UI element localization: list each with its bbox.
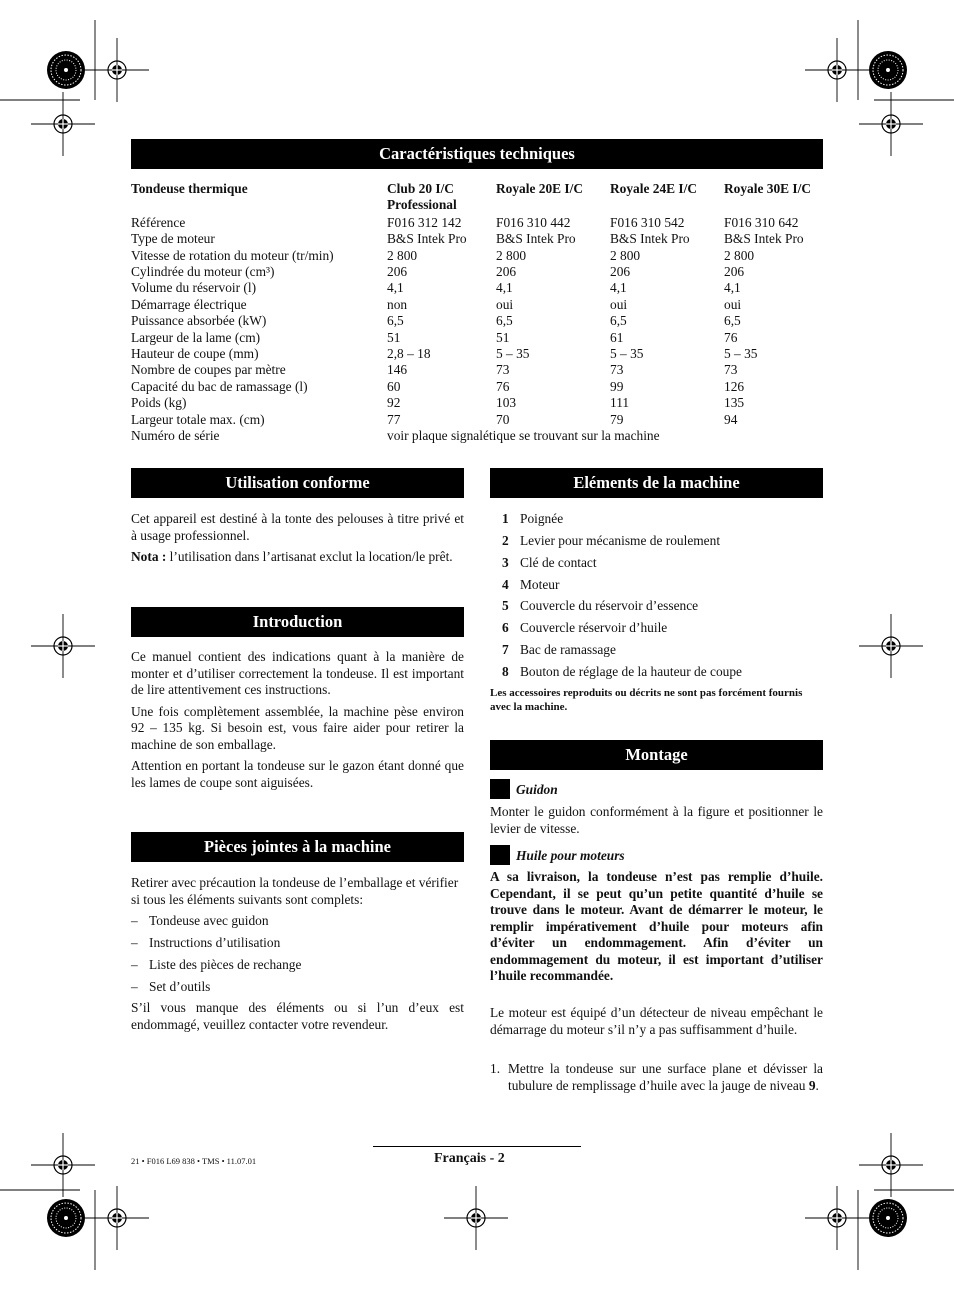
spec-value: 146 bbox=[387, 362, 408, 378]
spec-value: oui bbox=[496, 296, 514, 312]
spec-value: 6,5 bbox=[610, 313, 627, 329]
item-text: Poignée bbox=[520, 511, 564, 526]
item-text: Moteur bbox=[520, 577, 560, 592]
pieces-outro: S’il vous manque des éléments ou si l’un d’eux est endommagé, veuillez contacter votre revendeur. bbox=[131, 1000, 464, 1032]
table-row bbox=[131, 264, 828, 280]
specs-table bbox=[131, 181, 828, 445]
item-number: 1 bbox=[502, 511, 509, 526]
spec-value: 103 bbox=[496, 395, 517, 411]
spec-value: 6,5 bbox=[496, 313, 513, 329]
step-number: 1. bbox=[490, 1061, 501, 1076]
pieces-intro: Retirer avec précaution la tondeuse de l’emballage et vérifier si tous les éléments suivants sont complets: bbox=[131, 875, 459, 907]
spec-label: Démarrage électrique bbox=[131, 296, 247, 312]
montage-title: Montage bbox=[490, 740, 823, 770]
spec-value: 94 bbox=[724, 411, 738, 427]
spec-label: Hauteur de coupe (mm) bbox=[131, 346, 259, 362]
huile-heading bbox=[490, 845, 823, 865]
spec-value: 73 bbox=[610, 362, 624, 378]
spec-value: 4,1 bbox=[496, 280, 513, 296]
spec-value: F016 310 642 bbox=[724, 214, 799, 230]
guidon-heading bbox=[490, 779, 823, 799]
spec-value: 4,1 bbox=[724, 280, 741, 296]
specs-header-row bbox=[131, 181, 828, 215]
spec-label: Cylindrée du moteur (cm³) bbox=[131, 264, 275, 280]
item-text: Levier pour mécanisme de roulement bbox=[520, 533, 721, 548]
spec-value: B&S Intek Pro bbox=[387, 231, 467, 247]
elements-title: Eléments de la machine bbox=[490, 468, 823, 498]
spec-value: 5 – 35 bbox=[610, 346, 644, 362]
utilisation-text: Cet appareil est destiné à la tonte des pelouses à titre privé et à usage professionnel. bbox=[131, 511, 464, 543]
spec-value: 92 bbox=[387, 395, 401, 411]
spec-value: B&S Intek Pro bbox=[610, 231, 690, 247]
list-item bbox=[502, 577, 559, 594]
table-row bbox=[131, 231, 828, 247]
table-row bbox=[131, 412, 828, 428]
spec-value: oui bbox=[610, 296, 628, 312]
table-row bbox=[131, 379, 828, 395]
spec-label: Capacité du bac de ramassage (l) bbox=[131, 378, 308, 394]
spec-value: 51 bbox=[496, 329, 510, 345]
spec-value: 4,1 bbox=[387, 280, 404, 296]
spec-value: 206 bbox=[610, 264, 631, 280]
item-number: 3 bbox=[502, 555, 509, 570]
spec-value: F016 310 542 bbox=[610, 214, 685, 230]
item-number: 5 bbox=[502, 598, 509, 613]
spec-value: F016 310 442 bbox=[496, 214, 571, 230]
spec-value: 77 bbox=[387, 411, 401, 427]
spec-label: Largeur totale max. (cm) bbox=[131, 411, 265, 427]
item-number: 6 bbox=[502, 620, 509, 635]
table-row bbox=[131, 330, 828, 346]
list-item bbox=[502, 555, 597, 572]
spec-value: B&S Intek Pro bbox=[724, 231, 804, 247]
list-item bbox=[502, 598, 698, 615]
huile-text: Le moteur est équipé d’un détecteur de niveau empêchant le démarrage du moteur s’il n’y a pas suffisamment d’huile. bbox=[490, 1005, 823, 1037]
spec-value: non bbox=[387, 296, 408, 312]
introduction-title: Introduction bbox=[131, 607, 464, 637]
specs-serial-row bbox=[131, 428, 828, 444]
spec-value: 206 bbox=[724, 264, 745, 280]
list-item bbox=[502, 620, 667, 637]
spec-value: 2 800 bbox=[387, 247, 418, 263]
item-number: 4 bbox=[502, 577, 509, 592]
list-item-text: Set d’outils bbox=[149, 979, 211, 994]
spec-value: 111 bbox=[610, 395, 630, 411]
list-item: – Liste des pièces de rechange bbox=[131, 957, 302, 972]
spec-value: 206 bbox=[496, 264, 517, 280]
introduction-body bbox=[131, 649, 464, 791]
spec-value: 135 bbox=[724, 395, 745, 411]
table-row bbox=[131, 280, 828, 296]
spec-label: Type de moteur bbox=[131, 231, 215, 247]
list-item bbox=[502, 511, 563, 528]
spec-value: 79 bbox=[610, 411, 624, 427]
footer-code: 21 • F016 L69 838 • TMS • 11.07.01 bbox=[131, 1156, 257, 1166]
footer-rule bbox=[373, 1146, 581, 1147]
table-row bbox=[131, 395, 828, 411]
spec-value: 51 bbox=[387, 329, 401, 345]
spec-value: 5 – 35 bbox=[724, 346, 758, 362]
section-marker bbox=[490, 779, 510, 799]
spec-value: 206 bbox=[387, 264, 408, 280]
pieces-title: Pièces jointes à la machine bbox=[131, 832, 464, 862]
spec-value: 6,5 bbox=[724, 313, 741, 329]
note-label: Nota : bbox=[131, 549, 167, 564]
elements-note: Les accessoires reproduits ou décrits ne sont pas forcément fournis avec la machine. bbox=[490, 687, 803, 713]
spec-label: Vitesse de rotation du moteur (tr/min) bbox=[131, 247, 334, 263]
item-text: Couvercle réservoir d’huile bbox=[520, 620, 668, 635]
specs-model-name: Club 20 I/C Professional bbox=[387, 181, 457, 213]
spec-value: 6,5 bbox=[387, 313, 404, 329]
list-item bbox=[502, 664, 742, 681]
introduction-p2: Une fois complètement assemblée, la machine pèse environ 92 – 135 kg. Si besoin est, vous faire aider pour retirer la machine de son emballage. bbox=[131, 703, 464, 752]
spec-value: 4,1 bbox=[610, 280, 627, 296]
step-end: . bbox=[815, 1077, 819, 1093]
spec-value: 76 bbox=[496, 378, 510, 394]
item-number: 8 bbox=[502, 664, 509, 679]
spec-label: Référence bbox=[131, 214, 186, 230]
list-item bbox=[502, 533, 720, 550]
list-item: – Instructions d’utilisation bbox=[131, 935, 281, 950]
introduction-p3: Attention en portant la tondeuse sur le gazon étant donné que les lames de coupe sont aiguisées. bbox=[131, 758, 464, 790]
table-row bbox=[131, 297, 828, 313]
section-marker bbox=[490, 845, 510, 865]
specs-serial-value: voir plaque signalétique se trouvant sur la machine bbox=[387, 428, 660, 444]
specs-serial-label: Numéro de série bbox=[131, 428, 220, 444]
item-text: Clé de contact bbox=[520, 555, 597, 570]
step-body: Mettre la tondeuse sur une surface plane et dévisser la tubulure de remplissage d’huile avec la jauge de niveau bbox=[508, 1061, 823, 1093]
specs-model-name: Royale 24E I/C bbox=[610, 181, 698, 196]
list-item-text: Instructions d’utilisation bbox=[149, 935, 281, 950]
list-item-text: Tondeuse avec guidon bbox=[149, 913, 269, 928]
list-item-text: Liste des pièces de rechange bbox=[149, 957, 302, 972]
list-item: – Set d’outils bbox=[131, 979, 211, 994]
spec-label: Puissance absorbée (kW) bbox=[131, 313, 267, 329]
spec-label: Volume du réservoir (l) bbox=[131, 280, 257, 296]
spec-value: B&S Intek Pro bbox=[496, 231, 576, 247]
item-text: Couvercle du réservoir d’essence bbox=[520, 598, 699, 613]
spec-label: Poids (kg) bbox=[131, 395, 187, 411]
table-row bbox=[131, 362, 828, 378]
spec-value: 61 bbox=[610, 329, 624, 345]
specs-model-name: Royale 20E I/C bbox=[496, 181, 584, 196]
utilisation-note bbox=[131, 549, 464, 566]
spec-value: 2 800 bbox=[610, 247, 641, 263]
spec-value: oui bbox=[724, 296, 742, 312]
spec-value: 76 bbox=[724, 329, 738, 345]
item-number: 2 bbox=[502, 533, 509, 548]
guidon-title: Guidon bbox=[516, 782, 558, 797]
spec-value: 70 bbox=[496, 411, 510, 427]
specs-title: Caractéristiques techniques bbox=[131, 139, 823, 169]
spec-value: 73 bbox=[724, 362, 738, 378]
guidon-text: Monter le guidon conformément à la figure et positionner le levier de vitesse. bbox=[490, 804, 823, 836]
item-text: Bouton de réglage de la hauteur de coupe bbox=[520, 664, 742, 679]
spec-label: Largeur de la lame (cm) bbox=[131, 329, 261, 345]
introduction-p1: Ce manuel contient des indications quant à la manière de monter et d’utiliser correctement la tondeuse. Il est important de lire attentivement ces instructions. bbox=[131, 649, 464, 697]
note-text: l’utilisation dans l’artisanat exclut la location/le prêt. bbox=[166, 549, 453, 564]
huile-title: Huile pour moteurs bbox=[516, 848, 625, 863]
spec-value: 2 800 bbox=[724, 247, 755, 263]
table-row bbox=[131, 346, 828, 362]
step-ref: 9 bbox=[808, 1077, 816, 1093]
step-text bbox=[508, 1061, 823, 1094]
spec-value: F016 312 142 bbox=[387, 214, 462, 230]
specs-header-label: Tondeuse thermique bbox=[131, 181, 248, 196]
utilisation-body bbox=[131, 511, 464, 566]
specs-model-name: Royale 30E I/C bbox=[724, 181, 812, 196]
item-number: 7 bbox=[502, 642, 509, 657]
utilisation-title: Utilisation conforme bbox=[131, 468, 464, 498]
spec-value: 126 bbox=[724, 378, 745, 394]
spec-value: 99 bbox=[610, 378, 624, 394]
spec-value: 60 bbox=[387, 378, 401, 394]
item-text: Bac de ramassage bbox=[520, 642, 616, 657]
table-row bbox=[131, 248, 828, 264]
spec-value: 2,8 – 18 bbox=[387, 346, 431, 362]
list-item bbox=[502, 642, 616, 659]
spec-label: Nombre de coupes par mètre bbox=[131, 362, 286, 378]
table-row bbox=[131, 215, 828, 231]
spec-value: 2 800 bbox=[496, 247, 527, 263]
spec-value: 5 – 35 bbox=[496, 346, 530, 362]
list-item: – Tondeuse avec guidon bbox=[131, 913, 269, 928]
huile-warning: A sa livraison, la tondeuse n’est pas remplie d’huile. Cependant, il se peut qu’un petite quantité d’huile se trouve dans le moteur. Avant de démarrer le moteur, le remplir impérativement d’huile pour moteurs afin d’éviter un endommagement. Afin d’éviter un endommagement du moteur, il est important d’utiliser l’huile recommandée. bbox=[490, 869, 823, 983]
footer-page: Français - 2 bbox=[434, 1151, 505, 1166]
spec-value: 73 bbox=[496, 362, 510, 378]
table-row bbox=[131, 313, 828, 329]
